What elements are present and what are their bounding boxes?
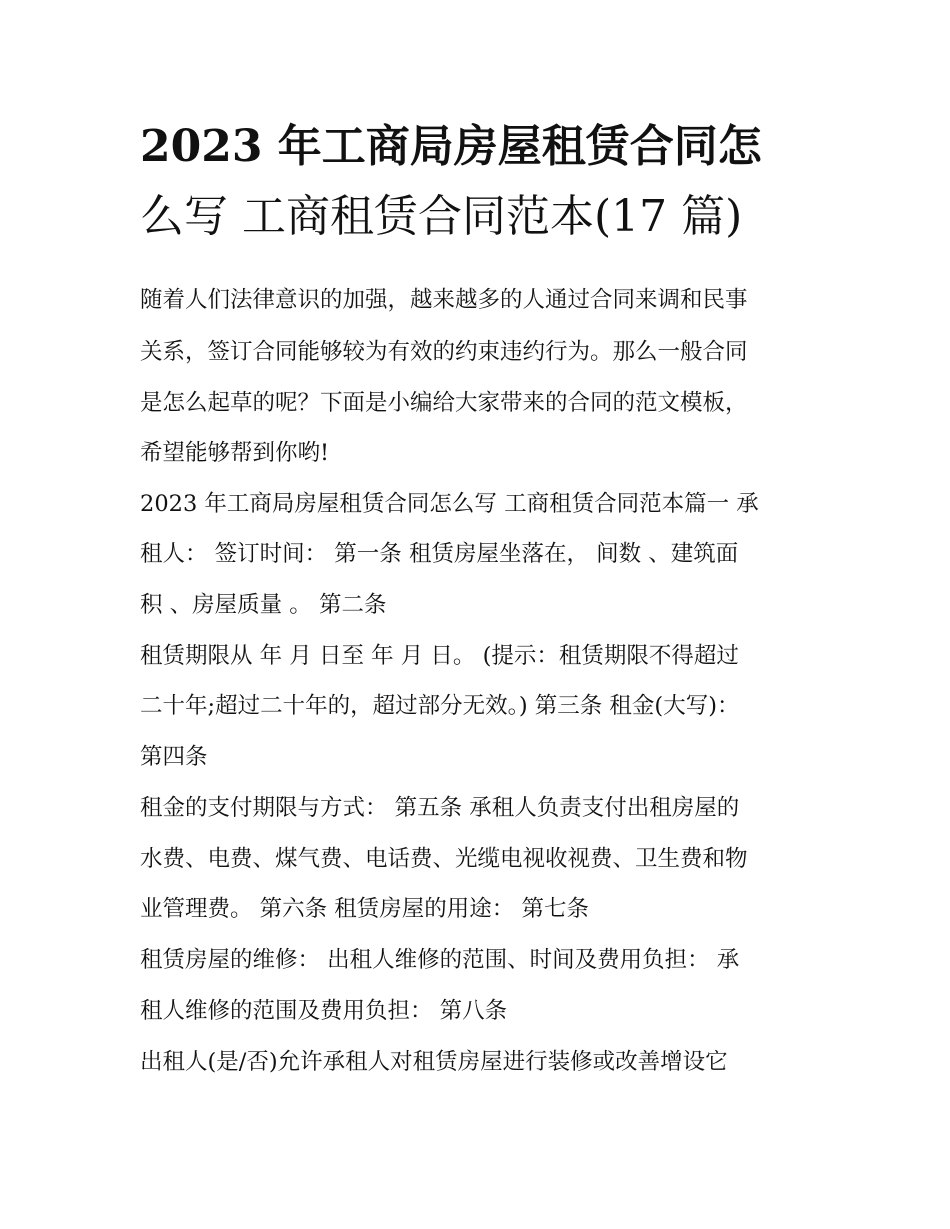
body-line: 出租人(是/否)允许承租人对租赁房屋进行装修或改善增设它 <box>140 1049 728 1075</box>
body-line: 二十年;超过二十年的，超过部分无效。) 第三条 租金(大写)： <box>140 693 740 719</box>
body-line: 业管理费。 第六条 租赁房屋的用途： 第七条 <box>140 896 589 922</box>
title-line-2: 么写 工商租赁合同范本(17 篇) <box>140 191 743 242</box>
body-line: 积 、房屋质量 。 第二条 <box>140 592 387 618</box>
body-line: 租金的支付期限与方式： 第五条 承租人负责支付出租房屋的 <box>140 795 740 821</box>
document-title <box>140 112 820 252</box>
body-line: 随着人们法律意识的加强，越来越多的人通过合同来调和民事 <box>140 287 748 313</box>
title-line-1: 2023 年工商局房屋租赁合同怎 <box>140 121 762 172</box>
body-line: 希望能够帮到你哟! <box>140 440 330 466</box>
body-line: 租赁期限从 年 月 日至 年 月 日。 (提示：租赁期限不得超过 <box>140 643 739 669</box>
body-line: 租人： 签订时间： 第一条 租赁房屋坐落在， 间数 、建筑面 <box>140 541 739 567</box>
body-line: 水费、电费、煤气费、电话费、光缆电视收视费、卫生费和物 <box>140 846 748 872</box>
body-line: 2023 年工商局房屋租赁合同怎么写 工商租赁合同范本篇一 承 <box>140 491 759 517</box>
body-line: 关系，签订合同能够较为有效的约束违约行为。那么一般合同 <box>140 339 748 365</box>
body-line: 租人维修的范围及费用负担： 第八条 <box>140 998 508 1024</box>
body-line: 是怎么起草的呢？下面是小编给大家带来的合同的范文模板， <box>140 390 748 416</box>
body-line: 租赁房屋的维修： 出租人维修的范围、时间及费用负担： 承 <box>140 947 740 973</box>
body-line: 第四条 <box>140 744 208 770</box>
